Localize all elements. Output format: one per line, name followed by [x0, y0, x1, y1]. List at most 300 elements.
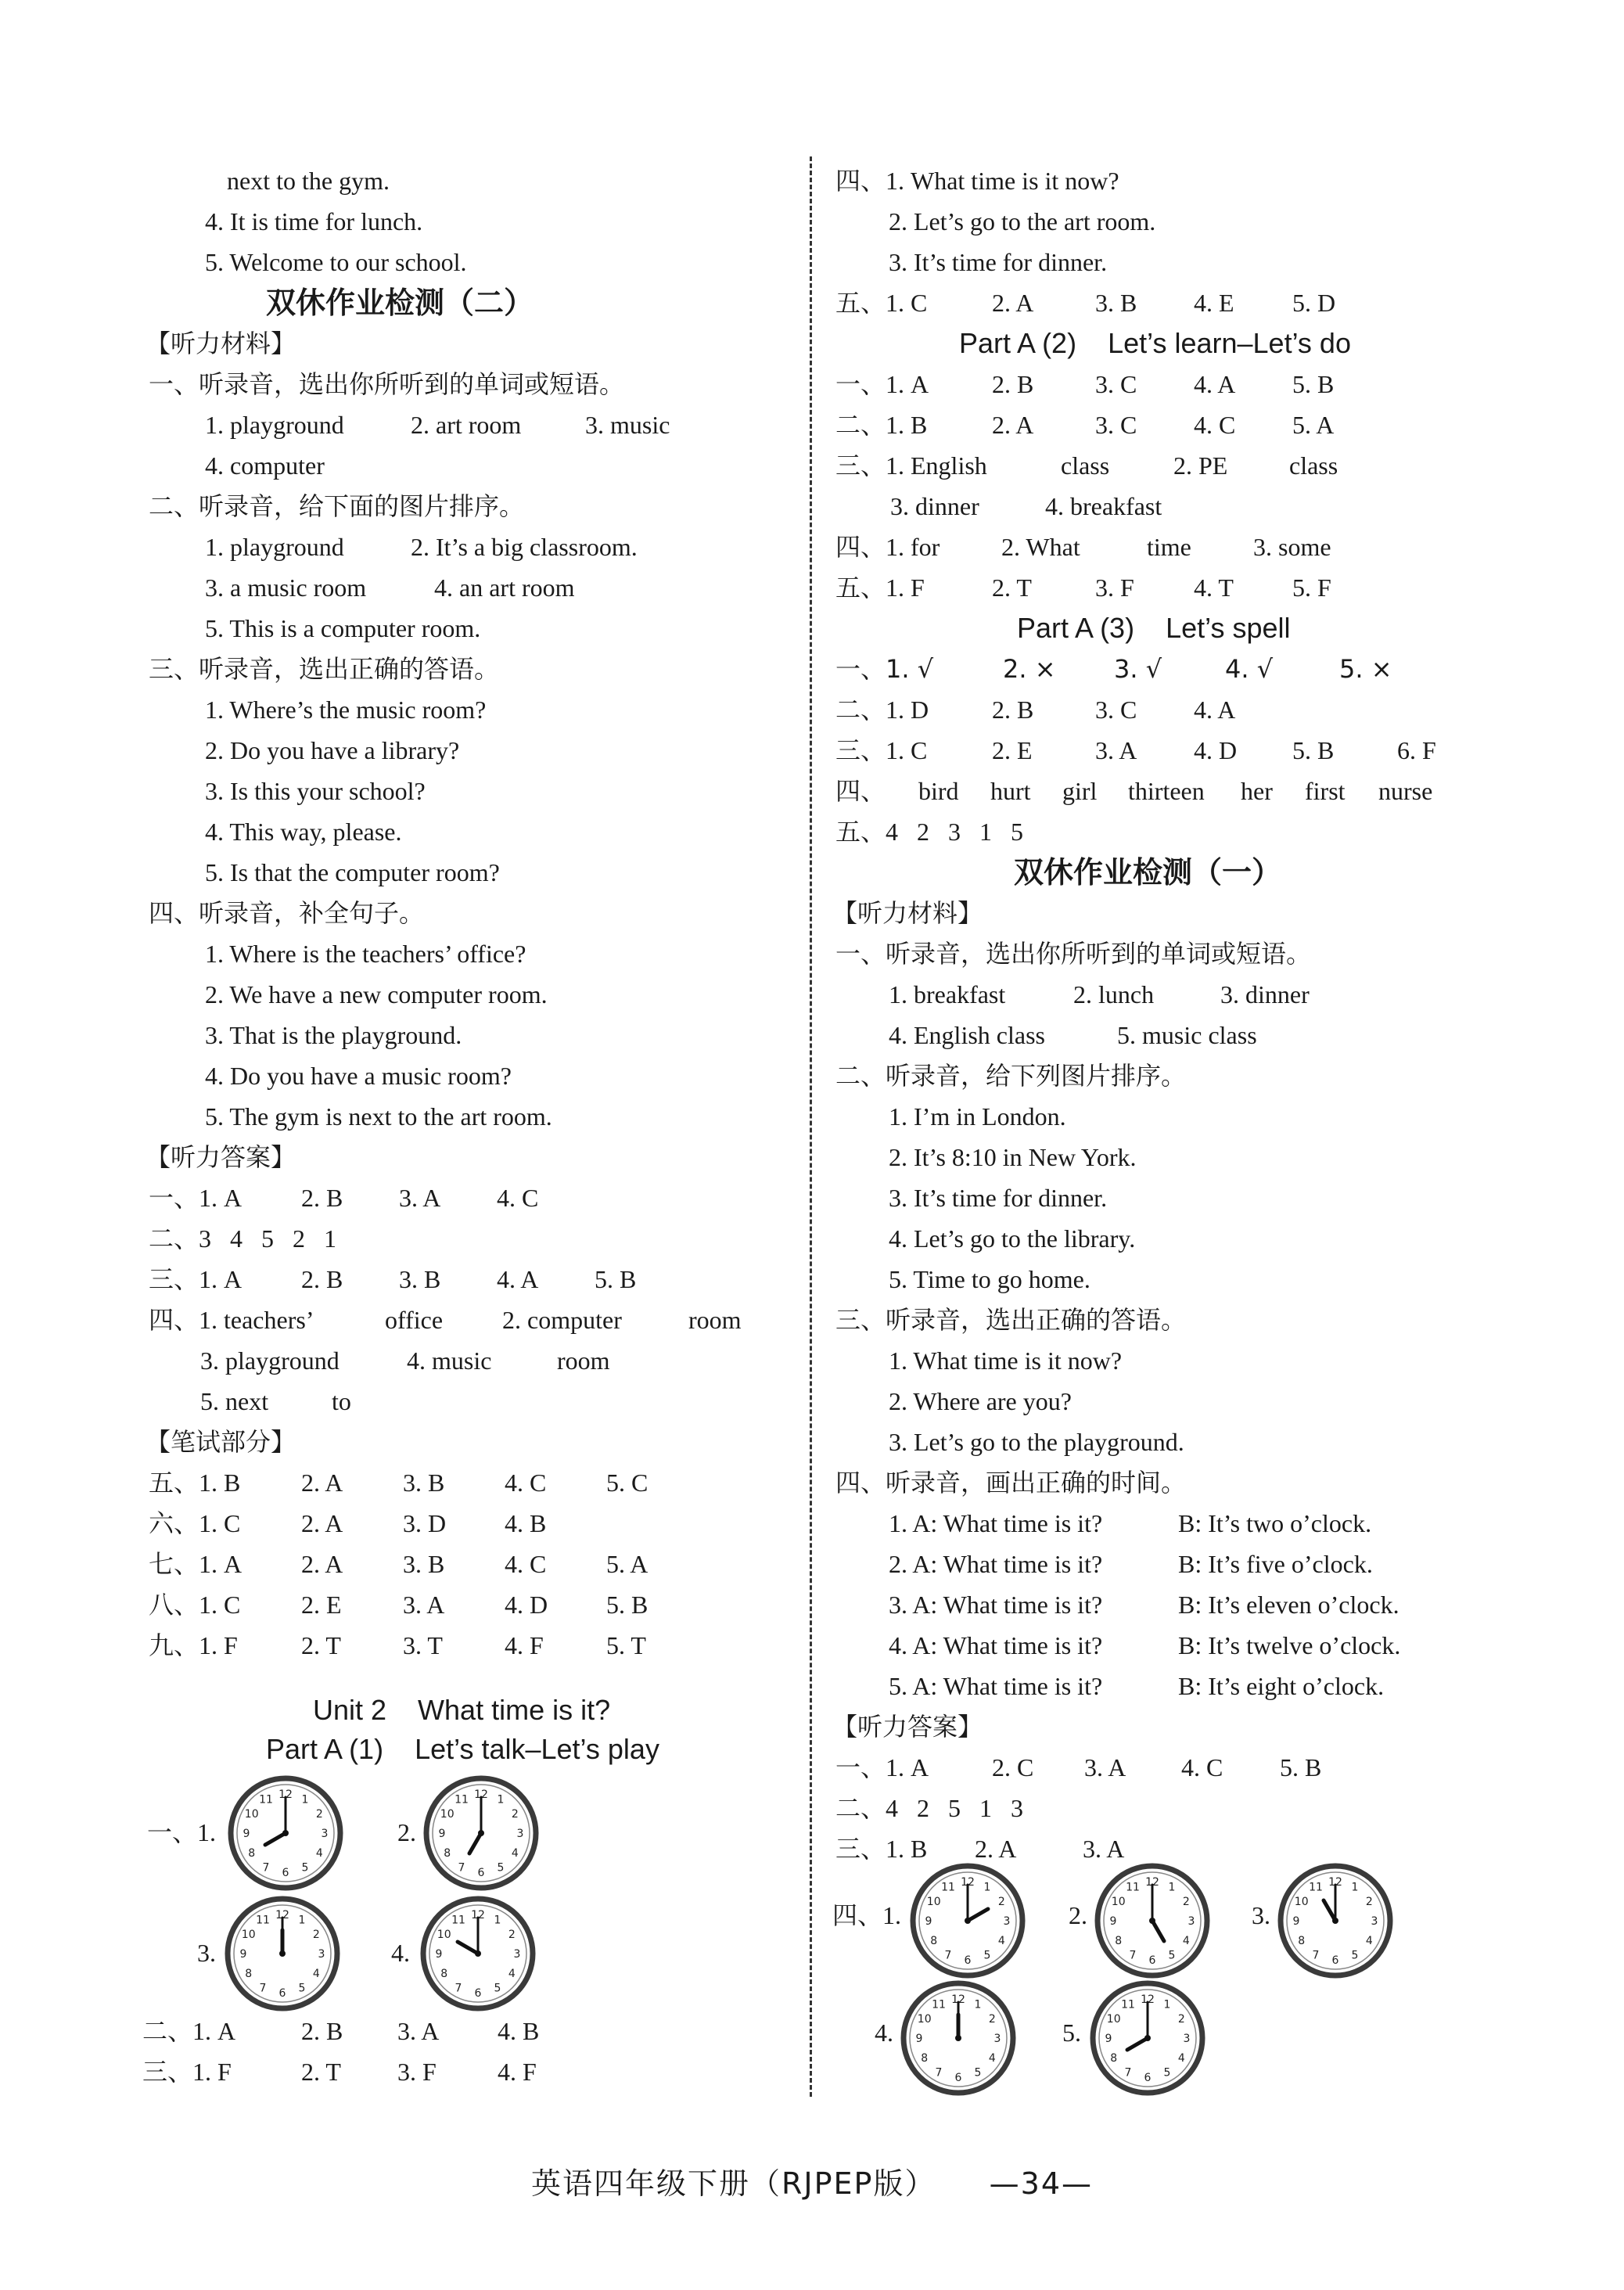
answer: 3. B	[399, 1265, 441, 1293]
answer: 3. C	[1095, 370, 1137, 398]
answer: 2. A	[301, 1509, 343, 1537]
answer: 5. F	[1292, 573, 1331, 602]
line: 5. Welcome to our school.	[205, 248, 467, 276]
svg-text:10: 10	[440, 1808, 455, 1821]
svg-text:4: 4	[312, 1968, 320, 1980]
answer: 5. next	[200, 1387, 269, 1415]
clock-label: 3.	[1252, 1901, 1270, 1929]
clock-icon	[1277, 1862, 1394, 1979]
item: 2. We have a new computer room.	[205, 980, 548, 1008]
answer: 一、1. A	[835, 1753, 929, 1781]
item: 2. lunch	[1073, 980, 1155, 1008]
answer: 六、1. C	[149, 1509, 241, 1537]
svg-text:2: 2	[1177, 2013, 1185, 2026]
svg-text:7: 7	[935, 2066, 943, 2080]
item: 2. It’s 8:10 in New York.	[889, 1143, 1137, 1171]
answer: thirteen	[1128, 777, 1205, 805]
clock-icon	[419, 1895, 537, 2012]
svg-text:5: 5	[497, 1861, 505, 1875]
svg-text:2: 2	[997, 1896, 1005, 1908]
answer: room	[688, 1306, 742, 1334]
answer: 2. T	[301, 1631, 341, 1659]
label: 【笔试部分】	[146, 1427, 296, 1457]
answer: 2. B	[301, 1184, 343, 1212]
answer: her	[1241, 777, 1273, 805]
svg-text:1: 1	[1351, 1881, 1359, 1894]
footer-title: 英语四年级下册（RJPEP版）	[531, 2166, 936, 2201]
svg-text:7: 7	[1124, 2066, 1132, 2080]
answer: 5. ×	[1339, 654, 1392, 684]
line: 2. Let’s go to the art room.	[889, 207, 1156, 235]
clock-icon	[1094, 1862, 1211, 1979]
answer: 5. A	[1292, 411, 1335, 439]
answer: 五、1. C	[835, 289, 928, 317]
svg-text:6: 6	[1148, 1954, 1156, 1967]
answer: 2. A	[301, 1550, 343, 1578]
item: 3. music	[585, 411, 670, 439]
section-title: 双休作业检测（二）	[266, 286, 534, 320]
item: 5. Time to go home.	[889, 1265, 1090, 1293]
svg-text:6: 6	[1331, 1954, 1339, 1967]
answer: 3. A	[403, 1591, 445, 1619]
answer: 3. B	[403, 1550, 445, 1578]
item: 1. breakfast	[889, 980, 1006, 1008]
answer: hurt	[990, 777, 1031, 805]
clock-icon	[909, 1862, 1026, 1979]
svg-text:2: 2	[312, 1929, 320, 1941]
clock-question-prefix: 四、1.	[832, 1901, 902, 1929]
clock-icon	[900, 1979, 1017, 2097]
answer: 4. D	[505, 1591, 548, 1619]
dialog-b: B: It’s eleven o’clock.	[1178, 1591, 1399, 1619]
svg-text:8: 8	[930, 1935, 938, 1947]
item: 2. art room	[411, 411, 522, 439]
svg-text:3: 3	[516, 1828, 524, 1840]
item: 1. playground	[205, 411, 344, 439]
svg-text:8: 8	[1110, 2052, 1118, 2065]
label: 【听力答案】	[832, 1712, 983, 1742]
svg-text:4: 4	[1177, 2052, 1185, 2065]
column-divider	[810, 156, 812, 2097]
svg-text:1: 1	[301, 1793, 309, 1806]
svg-text:3: 3	[993, 2033, 1001, 2045]
svg-text:12: 12	[471, 1909, 485, 1922]
answer: 2. What	[1001, 533, 1080, 561]
svg-text:6: 6	[964, 1954, 972, 1967]
item: 4. computer	[205, 451, 325, 480]
answer: 2. A	[301, 1469, 343, 1497]
answer: 三、1. F	[142, 2058, 232, 2086]
svg-text:11: 11	[1121, 1998, 1135, 2011]
question-title: 一、听录音，选出你所听到的单词或短语。	[149, 369, 625, 399]
svg-text:8: 8	[248, 1847, 256, 1860]
answer: 3. B	[403, 1469, 445, 1497]
item: 1. What time is it now?	[889, 1346, 1123, 1375]
answer: 4. A	[1194, 370, 1236, 398]
svg-text:9: 9	[438, 1828, 446, 1840]
clock-label: 5.	[1062, 2019, 1081, 2047]
item: 4. English class	[889, 1021, 1045, 1049]
svg-text:12: 12	[278, 1789, 293, 1801]
answer: 2. T	[992, 573, 1032, 602]
answer: 4. T	[1194, 573, 1234, 602]
svg-text:1: 1	[983, 1881, 991, 1894]
answer: 4. music	[407, 1346, 492, 1375]
question-title: 二、听录音，给下面的图片排序。	[149, 491, 525, 521]
svg-text:11: 11	[941, 1881, 955, 1894]
answer: room	[557, 1346, 610, 1375]
answer: 2. T	[301, 2058, 341, 2086]
answer: 五、1. B	[149, 1469, 241, 1497]
line: 3. It’s time for dinner.	[889, 248, 1108, 276]
svg-text:12: 12	[1145, 1876, 1159, 1889]
svg-text:1: 1	[497, 1793, 505, 1806]
answer: 2. B	[301, 2017, 343, 2045]
svg-text:9: 9	[243, 1828, 250, 1840]
answer: to	[332, 1387, 351, 1415]
svg-text:5: 5	[1351, 1949, 1359, 1962]
svg-text:4: 4	[511, 1847, 519, 1860]
answer: 四、	[835, 777, 886, 805]
clock-icon	[422, 1774, 540, 1892]
answer: 2. A	[992, 289, 1034, 317]
svg-text:2: 2	[315, 1808, 323, 1821]
item: 1. I’m in London.	[889, 1102, 1066, 1131]
item: 4. Do you have a music room?	[205, 1062, 512, 1090]
dialog-a: 4. A: What time is it?	[889, 1631, 1103, 1659]
clock-label: 3.	[197, 1939, 216, 1967]
answer: 七、1. A	[149, 1550, 243, 1578]
answer: 4. breakfast	[1045, 492, 1162, 520]
part-title: Part A (1) Let’s talk–Let’s play	[266, 1733, 659, 1765]
answer: 三、1. English	[835, 451, 987, 480]
svg-text:9: 9	[435, 1948, 443, 1961]
svg-text:11: 11	[1309, 1881, 1323, 1894]
answer: 5. D	[1292, 289, 1336, 317]
answer: class	[1289, 451, 1338, 480]
question-title: 四、听录音，画出正确的时间。	[835, 1468, 1187, 1497]
answer: 八、1. C	[149, 1591, 241, 1619]
label: 【听力材料】	[832, 898, 983, 928]
svg-text:8: 8	[440, 1968, 448, 1980]
svg-text:2: 2	[988, 2013, 996, 2026]
item: 5. This is a computer room.	[205, 614, 481, 642]
svg-text:9: 9	[1292, 1915, 1300, 1928]
svg-text:11: 11	[932, 1998, 946, 2011]
answer: 三、1. B	[835, 1835, 928, 1863]
svg-text:10: 10	[244, 1808, 259, 1821]
svg-text:10: 10	[241, 1929, 256, 1941]
svg-text:4: 4	[1182, 1935, 1190, 1947]
svg-text:7: 7	[259, 1982, 267, 1995]
item: 3. Is this your school?	[205, 777, 426, 805]
svg-text:12: 12	[1328, 1876, 1342, 1889]
item: 3. Let’s go to the playground.	[889, 1428, 1184, 1456]
answer: 4. B	[505, 1509, 547, 1537]
svg-text:5: 5	[1168, 1949, 1176, 1962]
answer: 五、1. F	[835, 573, 925, 602]
answer: 2. PE	[1173, 451, 1228, 480]
answer: 5. B	[595, 1265, 637, 1293]
svg-text:4: 4	[997, 1935, 1005, 1947]
answer: 4. F	[505, 1631, 544, 1659]
page-footer	[0, 2159, 1624, 2202]
item: 1. Where is the teachers’ office?	[205, 940, 526, 968]
item: 5. Is that the computer room?	[205, 858, 500, 886]
svg-text:12: 12	[961, 1876, 975, 1889]
svg-text:6: 6	[1144, 2072, 1152, 2084]
svg-text:11: 11	[1126, 1881, 1140, 1894]
svg-text:2: 2	[508, 1929, 516, 1941]
svg-text:9: 9	[239, 1948, 247, 1961]
svg-text:2: 2	[1182, 1896, 1190, 1908]
svg-text:1: 1	[974, 1998, 982, 2011]
svg-text:2: 2	[1365, 1896, 1373, 1908]
answer: 一、1. A	[149, 1184, 243, 1212]
svg-text:5: 5	[301, 1861, 309, 1875]
answer: 4. C	[505, 1469, 547, 1497]
svg-text:9: 9	[915, 2033, 923, 2045]
answer: 4. C	[505, 1550, 547, 1578]
answer: girl	[1062, 777, 1098, 805]
svg-text:5: 5	[983, 1949, 991, 1962]
answer: 4. E	[1194, 289, 1234, 317]
svg-text:1: 1	[1163, 1998, 1171, 2011]
answer: 3. D	[403, 1509, 447, 1537]
svg-text:5: 5	[1163, 2066, 1171, 2080]
svg-text:10: 10	[926, 1896, 941, 1908]
svg-text:10: 10	[917, 2013, 932, 2026]
svg-text:6: 6	[474, 1987, 482, 2000]
answer: 4. C	[497, 1184, 539, 1212]
svg-text:1: 1	[298, 1914, 306, 1927]
svg-text:8: 8	[245, 1968, 253, 1980]
item: 2. Where are you?	[889, 1387, 1072, 1415]
answer: 3. T	[403, 1631, 443, 1659]
clock-label: 2.	[1069, 1901, 1087, 1929]
svg-text:7: 7	[262, 1861, 270, 1875]
answer: 2. B	[992, 370, 1034, 398]
part-title: Part A (3) Let’s spell	[1017, 612, 1291, 644]
svg-text:6: 6	[477, 1867, 485, 1879]
label: 【听力答案】	[146, 1142, 296, 1172]
answer: office	[385, 1306, 444, 1334]
answer: 3. dinner	[890, 492, 979, 520]
answer: 三、1. C	[835, 736, 928, 764]
answer: bird	[918, 777, 959, 805]
svg-text:8: 8	[921, 2052, 929, 2065]
answer: 2. E	[301, 1591, 342, 1619]
answer: 5. A	[606, 1550, 649, 1578]
answer: 二、3 4 5 2 1	[149, 1224, 337, 1253]
answer: 3. A	[1083, 1835, 1125, 1863]
answer: 2. ×	[1003, 654, 1056, 684]
item: 2. Do you have a library?	[205, 736, 460, 764]
answer: time	[1147, 533, 1191, 561]
answer: 5. C	[606, 1469, 649, 1497]
answer: 3. playground	[200, 1346, 340, 1375]
question-title: 三、听录音，选出正确的答语。	[149, 654, 500, 684]
dialog-a: 1. A: What time is it?	[889, 1509, 1103, 1537]
svg-text:10: 10	[437, 1929, 451, 1941]
answer: 5. B	[1292, 736, 1335, 764]
part-title: Part A (2) Let’s learn–Let’s do	[959, 327, 1351, 359]
answer: 3. some	[1253, 533, 1331, 561]
answer: 4. F	[498, 2058, 537, 2086]
svg-text:10: 10	[1106, 2013, 1121, 2026]
item: 2. It’s a big classroom.	[411, 533, 638, 561]
svg-text:11: 11	[451, 1914, 465, 1927]
answer: 4. B	[498, 2017, 540, 2045]
svg-text:6: 6	[278, 1987, 286, 2000]
line: next to the gym.	[227, 167, 390, 195]
svg-text:7: 7	[1129, 1949, 1137, 1962]
answer: 四、1. for	[835, 533, 940, 561]
question-title: 四、听录音，补全句子。	[149, 898, 425, 928]
answer: 一、1. A	[835, 370, 929, 398]
answer: 二、1. B	[835, 411, 928, 439]
svg-text:5: 5	[974, 2066, 982, 2080]
svg-text:4: 4	[988, 2052, 996, 2065]
answer: 3. F	[397, 2058, 437, 2086]
answer: 二、1. D	[835, 696, 929, 724]
clock-icon	[227, 1774, 344, 1892]
answer: 2. B	[301, 1265, 343, 1293]
answer: 4. D	[1194, 736, 1238, 764]
answer: nurse	[1378, 777, 1433, 805]
section-title: 双休作业检测（一）	[1014, 855, 1282, 890]
answer: 四、1. teachers’	[149, 1306, 314, 1334]
svg-text:4: 4	[508, 1968, 516, 1980]
answer: 3. B	[1095, 289, 1137, 317]
svg-text:3: 3	[321, 1828, 329, 1840]
svg-text:8: 8	[1298, 1935, 1306, 1947]
clock-icon	[1089, 1979, 1206, 2097]
item: 4. This way, please.	[205, 818, 402, 846]
answer: 二、1. A	[142, 2017, 236, 2045]
answer: 5. T	[606, 1631, 646, 1659]
svg-text:10: 10	[1111, 1896, 1126, 1908]
answer: 2. E	[992, 736, 1033, 764]
item: 4. an art room	[434, 573, 575, 602]
svg-text:12: 12	[474, 1789, 488, 1801]
svg-text:7: 7	[455, 1982, 462, 1995]
answer: 3. A	[397, 2017, 440, 2045]
dialog-b: B: It’s two o’clock.	[1178, 1509, 1372, 1537]
item: 3. dinner	[1220, 980, 1310, 1008]
svg-text:2: 2	[511, 1808, 519, 1821]
answer: 2. A	[992, 411, 1034, 439]
clock-label: 2.	[397, 1818, 416, 1846]
answer: 2. A	[975, 1835, 1017, 1863]
answer: 4. A	[497, 1265, 539, 1293]
answer: 4. C	[1181, 1753, 1223, 1781]
svg-text:3: 3	[318, 1948, 325, 1961]
item: 3. It’s time for dinner.	[889, 1184, 1108, 1212]
answer: 2. B	[992, 696, 1034, 724]
item: 1. Where’s the music room?	[205, 696, 487, 724]
answer: 九、1. F	[149, 1631, 238, 1659]
svg-text:12: 12	[275, 1909, 289, 1922]
svg-text:7: 7	[944, 1949, 952, 1962]
item: 5. music class	[1117, 1021, 1257, 1049]
svg-text:3: 3	[513, 1948, 521, 1961]
answer: 2. C	[992, 1753, 1034, 1781]
clock-question-prefix: 一、1.	[147, 1818, 217, 1846]
svg-text:11: 11	[455, 1793, 469, 1806]
answer: 3. A	[399, 1184, 441, 1212]
clock-icon	[224, 1895, 341, 2012]
item: 4. Let’s go to the library.	[889, 1224, 1136, 1253]
answer: 3. √	[1114, 654, 1162, 684]
label: 【听力材料】	[146, 329, 296, 358]
answer: 6. F	[1397, 736, 1436, 764]
svg-text:11: 11	[259, 1793, 273, 1806]
dialog-b: B: It’s five o’clock.	[1178, 1550, 1373, 1578]
svg-text:8: 8	[1115, 1935, 1123, 1947]
answer: 4. √	[1225, 654, 1274, 684]
svg-text:3: 3	[1003, 1915, 1011, 1928]
svg-text:5: 5	[494, 1982, 501, 1995]
item: 5. The gym is next to the art room.	[205, 1102, 552, 1131]
answer: 5. B	[1292, 370, 1335, 398]
svg-text:1: 1	[494, 1914, 501, 1927]
question-title: 二、听录音，给下列图片排序。	[835, 1061, 1187, 1091]
answer: 三、1. A	[149, 1265, 243, 1293]
svg-text:1: 1	[1168, 1881, 1176, 1894]
question-title: 一、听录音，选出你所听到的单词或短语。	[835, 939, 1312, 969]
answer: 5. B	[1280, 1753, 1322, 1781]
answer: 3. F	[1095, 573, 1134, 602]
dialog-a: 3. A: What time is it?	[889, 1591, 1103, 1619]
item: 3. That is the playground.	[205, 1021, 462, 1049]
svg-text:3: 3	[1371, 1915, 1378, 1928]
svg-text:3: 3	[1187, 1915, 1195, 1928]
svg-text:4: 4	[1365, 1935, 1373, 1947]
svg-text:7: 7	[458, 1861, 465, 1875]
item: 3. a music room	[205, 573, 367, 602]
answer: 4. A	[1194, 696, 1236, 724]
clock-label: 4.	[391, 1939, 410, 1967]
answer: 二、4 2 5 1 3	[835, 1794, 1024, 1822]
answer: 4. C	[1194, 411, 1236, 439]
svg-text:12: 12	[1141, 1993, 1155, 2006]
unit-title: Unit 2 What time is it?	[313, 1694, 611, 1726]
answer: 3. A	[1084, 1753, 1126, 1781]
svg-text:9: 9	[1105, 2033, 1112, 2045]
svg-text:6: 6	[954, 2072, 962, 2084]
svg-text:8: 8	[444, 1847, 451, 1860]
answer: 5. B	[606, 1591, 649, 1619]
answer: 2. computer	[502, 1306, 622, 1334]
page-number: —34—	[989, 2166, 1093, 2201]
answer: 五、4 2 3 1 5	[835, 818, 1024, 846]
clock-label: 4.	[875, 2019, 893, 2047]
dialog-b: B: It’s eight o’clock.	[1178, 1672, 1385, 1700]
svg-text:9: 9	[1109, 1915, 1117, 1928]
line: 四、1. What time is it now?	[835, 167, 1119, 195]
answer: 3. C	[1095, 696, 1137, 724]
dialog-a: 5. A: What time is it?	[889, 1672, 1103, 1700]
svg-text:4: 4	[315, 1847, 323, 1860]
item: 1. playground	[205, 533, 344, 561]
svg-text:7: 7	[1312, 1949, 1320, 1962]
svg-text:9: 9	[925, 1915, 932, 1928]
dialog-b: B: It’s twelve o’clock.	[1178, 1631, 1401, 1659]
answer: first	[1305, 777, 1346, 805]
svg-text:10: 10	[1294, 1896, 1309, 1908]
answer: class	[1061, 451, 1110, 480]
